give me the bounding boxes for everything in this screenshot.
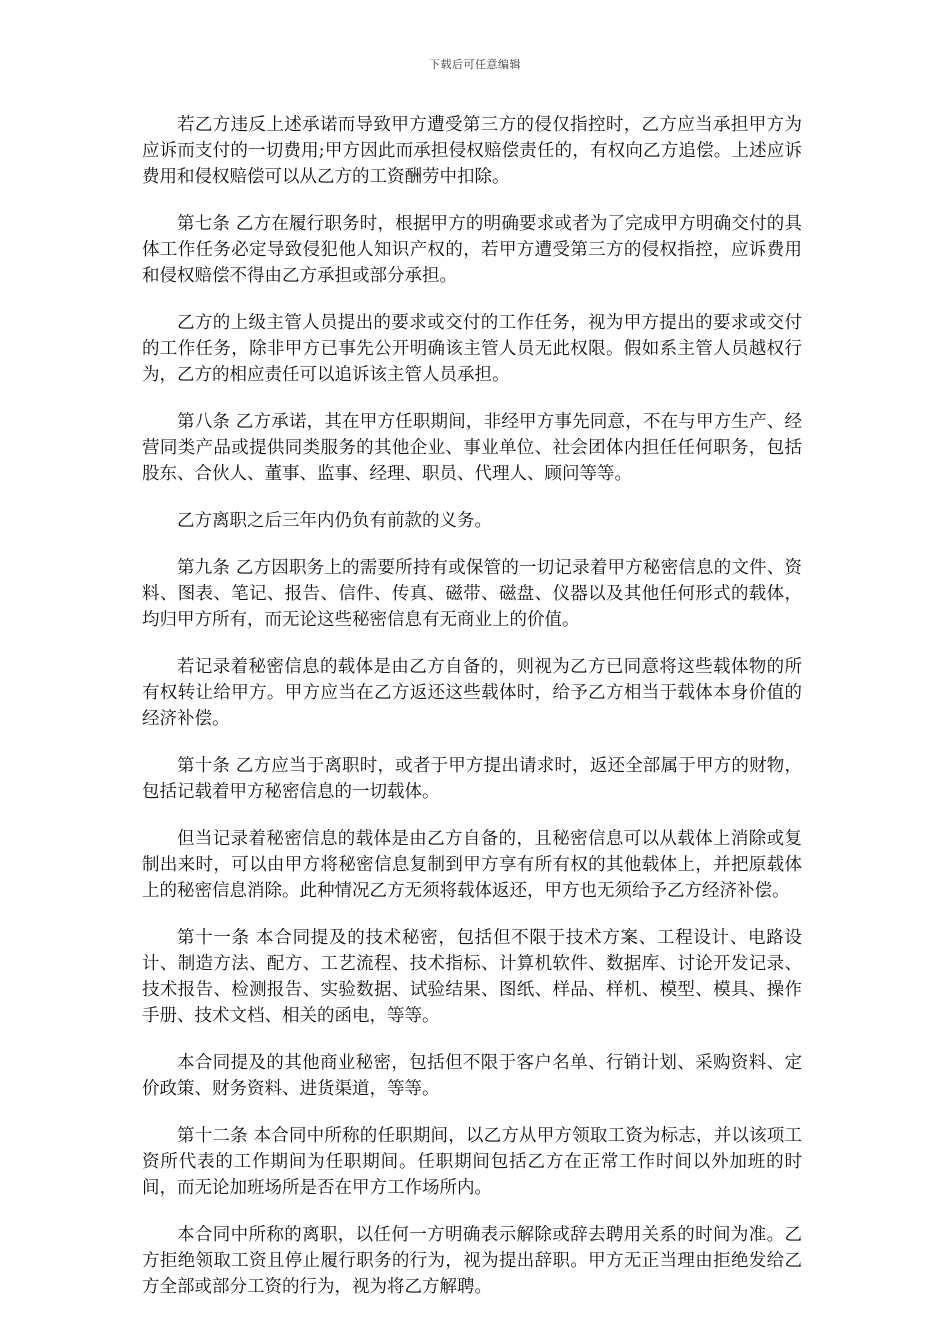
paragraph: 乙方离职之后三年内仍负有前款的义务。	[177, 511, 492, 531]
paragraph: 第十条 乙方应当于离职时，或者于甲方提出请求时，返还全部属于甲方的财物，包括记载着甲方秘密信息的一切载体。	[142, 756, 802, 802]
paragraph: 第七条 乙方在履行职务时，根据甲方的明确要求或者为了完成甲方明确交付的具体工作任务必定导致侵犯他人知识产权的，若甲方遭受第三方的侵权指控，应诉费用和侵权赔偿不得由乙方承担或部分承担。	[142, 214, 802, 286]
paragraph: 第八条 乙方承诺，其在甲方任职期间，非经甲方事先同意，不在与甲方生产、经营同类产品或提供同类服务的其他企业、事业单位、社会团体内担任任何职务，包括股东、合伙人、董事、监事、经理、职员、代理人、顾问等等。	[142, 412, 802, 484]
paragraph: 第十一条 本合同提及的技术秘密，包括但不限于技术方案、工程设计、电路设计、制造方法、配方、工艺流程、技术指标、计算机软件、数据库、讨论开发记录、技术报告、检测报告、实验数据、试验结果、图纸、样品、样机、模型、模具、操作手册、技术文档、相关的函电，等等。	[142, 928, 802, 1026]
paragraph: 若记录着秘密信息的载体是由乙方自备的，则视为乙方已同意将这些载体物的所有权转让给甲方。甲方应当在乙方返还这些载体时，给予乙方相当于载体本身价值的经济补偿。	[142, 657, 802, 729]
paragraph: 第九条 乙方因职务上的需要所持有或保管的一切记录着甲方秘密信息的文件、资料、图表、笔记、报告、信件、传真、磁带、磁盘、仪器以及其他任何形式的载体，均归甲方所有，而无论这些秘密信息有无商业上的价值。	[142, 558, 802, 630]
paragraph: 乙方的上级主管人员提出的要求或交付的工作任务，视为甲方提出的要求或交付的工作任务，除非甲方已事先公开明确该主管人员无此权限。假如系主管人员越权行为，乙方的相应责任可以追诉该主管人员承担。	[142, 313, 802, 385]
paragraph: 本合同中所称的离职，以任何一方明确表示解除或辞去聘用关系的时间为准。乙方拒绝领取工资且停止履行职务的行为，视为提出辞职。甲方无正当理由拒绝发给乙方全部或部分工资的行为，视为将乙方解聘。	[142, 1225, 802, 1297]
page-header: 下载后可任意编辑	[429, 58, 521, 71]
document-body	[142, 112, 802, 1321]
paragraph: 本合同提及的其他商业秘密，包括但不限于客户名单、行销计划、采购资料、定价政策、财务资料、进货渠道，等等。	[142, 1053, 802, 1099]
paragraph: 若乙方违反上述承诺而导致甲方遭受第三方的侵仅指控时，乙方应当承担甲方为应诉而支付的一切费用;甲方因此而承担侵权赔偿责任的，有权向乙方追偿。上述应诉费用和侵权赔偿可以从乙方的工资酬劳中扣除。	[142, 115, 802, 187]
paragraph: 但当记录着秘密信息的载体是由乙方自备的，且秘密信息可以从载体上消除或复制出来时，可以由甲方将秘密信息复制到甲方享有所有权的其他载体上，并把原载体上的秘密信息消除。此种情况乙方无须将载体返还，甲方也无须给予乙方经济补偿。	[142, 829, 802, 901]
paragraph: 第十二条 本合同中所称的任职期间，以乙方从甲方领取工资为标志，并以该项工资所代表的工作期间为任职期间。任职期间包括乙方在正常工作时间以外加班的时间，而无论加班场所是否在甲方工作场所内。	[142, 1126, 802, 1198]
